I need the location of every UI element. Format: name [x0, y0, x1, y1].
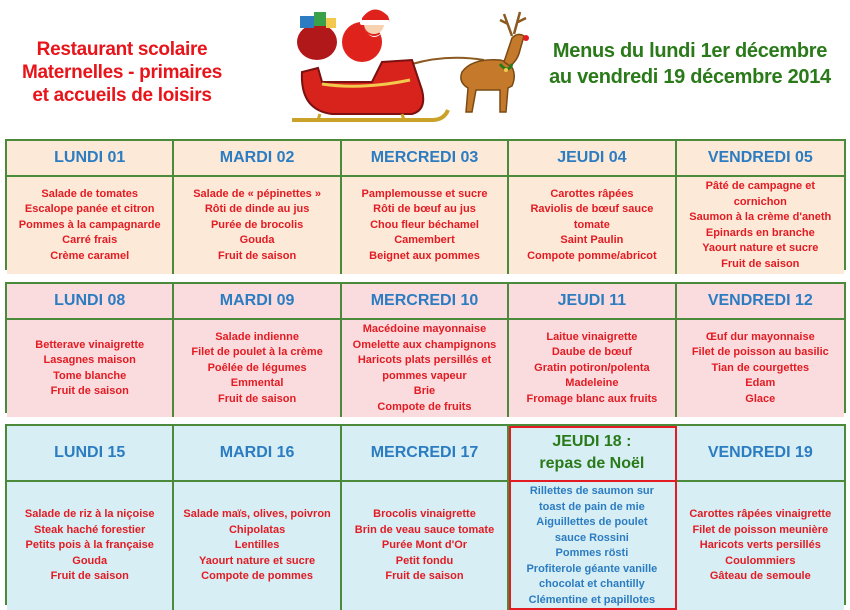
reindeer-nose [523, 35, 529, 41]
day-menu-list [174, 177, 339, 274]
day-heading-subtitle: repas de Noël [539, 455, 645, 472]
menu-item: Escalope panée et citron [24, 203, 155, 216]
menu-item: Gâteau de semoule [709, 570, 811, 583]
menu-item: Lentilles [234, 539, 280, 552]
day-menu-list [7, 482, 172, 610]
day-menu-list [677, 320, 844, 417]
menu-item: Madeleine [565, 377, 619, 390]
menu-item: Compote de fruits [377, 400, 472, 413]
day-menu-list [342, 482, 507, 610]
day-menu-list [7, 320, 172, 417]
menu-item: Gouda [72, 554, 108, 567]
day-heading: LUNDI 01 [7, 141, 172, 177]
day-column [677, 141, 844, 274]
menu-item: Petit fondu [395, 554, 454, 567]
day-column [342, 141, 509, 274]
menu-item: Carottes râpées vinaigrette [689, 508, 832, 521]
menu-item: Filet de poisson meunière [692, 523, 829, 536]
menu-item: Fruit de saison [385, 570, 464, 583]
day-column [7, 141, 174, 274]
christmas-meal-day-column [509, 426, 676, 610]
santa-sleigh-illustration [262, 2, 542, 130]
menu-item: Saint Paulin [560, 234, 624, 247]
menu-item: Pommes à la campagnarde [18, 218, 161, 231]
week-3-menu-table [5, 424, 846, 605]
menu-item: Daube de bœuf [551, 346, 632, 359]
day-column [174, 284, 341, 417]
day-menu-list [174, 482, 339, 610]
menu-item: Coulommiers [725, 554, 796, 567]
menu-item: Rôti de dinde au jus [204, 203, 310, 216]
menu-item: Lasagnes maison [43, 354, 136, 366]
school-title-line: Maternelles - primaires [21, 62, 223, 83]
menu-item: Macédoine mayonnaise [362, 323, 487, 335]
day-menu-list [174, 320, 339, 417]
day-column [7, 426, 174, 610]
menu-item: Pâté de campagne et [705, 180, 815, 192]
menu-item: Saumon à la crème d'aneth [689, 211, 832, 223]
day-column [677, 284, 844, 417]
day-column [509, 284, 676, 417]
menu-item: Camembert [394, 234, 455, 247]
menu-period-line: Menus du lundi 1er décembre [552, 40, 828, 62]
day-column [342, 284, 509, 417]
day-heading: JEUDI 11 [509, 284, 674, 320]
menu-item: Fruit de saison [721, 257, 800, 270]
menu-item: Salade de « pépinettes » [193, 187, 321, 200]
menu-item: Gratin potiron/polenta [534, 361, 650, 374]
week-1-menu-table [5, 139, 846, 270]
menu-item: Emmental [230, 377, 284, 390]
menu-item: Salade de tomates [41, 187, 138, 200]
menu-item: Glace [745, 392, 776, 405]
menu-item: Brin de veau sauce tomate [354, 523, 495, 536]
reindeer-antlers [500, 12, 526, 36]
menu-item: Compote pomme/abricot [527, 249, 657, 262]
menu-item: Œuf dur mayonnaise [705, 330, 815, 343]
day-heading: VENDREDI 12 [677, 284, 844, 320]
menu-item: Fruit de saison [217, 249, 297, 262]
school-title-line: Restaurant scolaire [36, 39, 208, 60]
menu-item: Edam [745, 377, 776, 390]
menu-item: Profiterole géante vanille [526, 562, 658, 575]
menu-item: Filet de poulet à la crème [191, 346, 323, 359]
menu-item: Fruit de saison [217, 392, 297, 405]
day-menu-list [509, 320, 674, 417]
menu-item: Compote de pommes [201, 570, 314, 583]
day-heading: VENDREDI 19 [677, 426, 844, 482]
menu-item: Chipolatas [228, 523, 286, 536]
day-heading: MERCREDI 17 [342, 426, 507, 482]
menu-item: Salade maïs, olives, poivron [183, 508, 331, 521]
menu-item: Beignet aux pommes [369, 249, 480, 262]
day-heading: LUNDI 15 [7, 426, 172, 482]
menu-item: Clémentine et papillotes [528, 593, 656, 606]
menu-item: Fruit de saison [50, 385, 129, 397]
menu-item: Gouda [239, 234, 275, 247]
day-heading: MARDI 16 [174, 426, 339, 482]
day-heading: VENDREDI 05 [677, 141, 844, 177]
menu-item: Tian de courgettes [711, 361, 810, 374]
day-column [7, 284, 174, 417]
menu-item: Haricots plats persillés et [357, 354, 492, 366]
menu-item: Rillettes de saumon sur [529, 485, 654, 497]
day-heading: MARDI 02 [174, 141, 339, 177]
day-heading: MERCREDI 10 [342, 284, 507, 320]
menu-period-title [540, 38, 840, 90]
day-heading: MARDI 09 [174, 284, 339, 320]
menu-item: Raviolis de bœuf sauce [530, 203, 654, 216]
menu-item: Yaourt nature et sucre [702, 242, 819, 254]
day-heading: LUNDI 08 [7, 284, 172, 320]
menu-item: Yaourt nature et sucre [199, 554, 316, 567]
menu-item: Aiguillettes de poulet [536, 516, 648, 528]
day-menu-list [7, 177, 172, 274]
menu-item: Steak haché forestier [34, 523, 146, 536]
day-column [509, 141, 676, 274]
day-heading: JEUDI 04 [509, 141, 674, 177]
menu-item: Pommes rösti [555, 547, 629, 559]
menu-item: sauce Rossini [554, 531, 629, 544]
day-heading-name: JEUDI 18 : [552, 433, 632, 450]
day-menu-list [677, 177, 844, 274]
school-title-line: et accueils de loisirs [32, 85, 212, 106]
day-heading-christmas [509, 426, 674, 482]
day-menu-list [342, 320, 507, 417]
menu-item: cornichon [733, 195, 787, 208]
menu-item: Epinards en branche [705, 226, 815, 239]
menu-item: Rôti de bœuf au jus [373, 203, 476, 216]
menu-period-line: au vendredi 19 décembre 2014 [549, 66, 831, 88]
menu-item: Petits pois à la française [25, 539, 154, 552]
week-2-menu-table [5, 282, 846, 413]
menu-item: Carottes râpées [550, 187, 634, 200]
menu-item: pommes vapeur [382, 369, 467, 382]
menu-item: Purée de brocolis [210, 218, 304, 231]
menu-item: Filet de poisson au basilic [691, 346, 829, 359]
menu-item: tomate [573, 218, 610, 231]
menu-item: Fromage blanc aux fruits [526, 392, 658, 405]
menu-item: Betterave vinaigrette [35, 338, 145, 351]
day-column [677, 426, 844, 610]
day-menu-list [677, 482, 844, 610]
menu-item: Salade indienne [215, 330, 299, 343]
menu-item: Fruit de saison [50, 570, 129, 583]
day-column [174, 141, 341, 274]
menu-item: Crème caramel [50, 249, 130, 262]
day-column [174, 426, 341, 610]
menu-item: Pamplemousse et sucre [361, 187, 488, 200]
school-title [6, 38, 238, 107]
day-menu-list [509, 482, 674, 610]
day-heading: MERCREDI 03 [342, 141, 507, 177]
day-menu-list [509, 177, 674, 274]
menu-item: Tome blanche [53, 369, 127, 382]
menu-item: Purée Mont d'Or [381, 539, 468, 552]
menu-item: Chou fleur béchamel [370, 218, 479, 231]
menu-item: Laitue vinaigrette [546, 330, 638, 343]
gift-sack [297, 24, 337, 60]
menu-item: Omelette aux champignons [352, 338, 497, 351]
menu-item: Poêlée de légumes [207, 361, 307, 374]
day-menu-list [342, 177, 507, 274]
day-column [342, 426, 509, 610]
menu-item: Carré frais [62, 234, 118, 247]
menu-item: toast de pain de mie [539, 500, 645, 513]
menu-item: Brie [413, 385, 436, 397]
menu-item: Salade de riz à la niçoise [24, 508, 155, 521]
menu-item: chocolat et chantilly [539, 578, 645, 590]
menu-item: Brocolis vinaigrette [373, 508, 476, 521]
menu-item: Haricots verts persillés [699, 539, 821, 552]
